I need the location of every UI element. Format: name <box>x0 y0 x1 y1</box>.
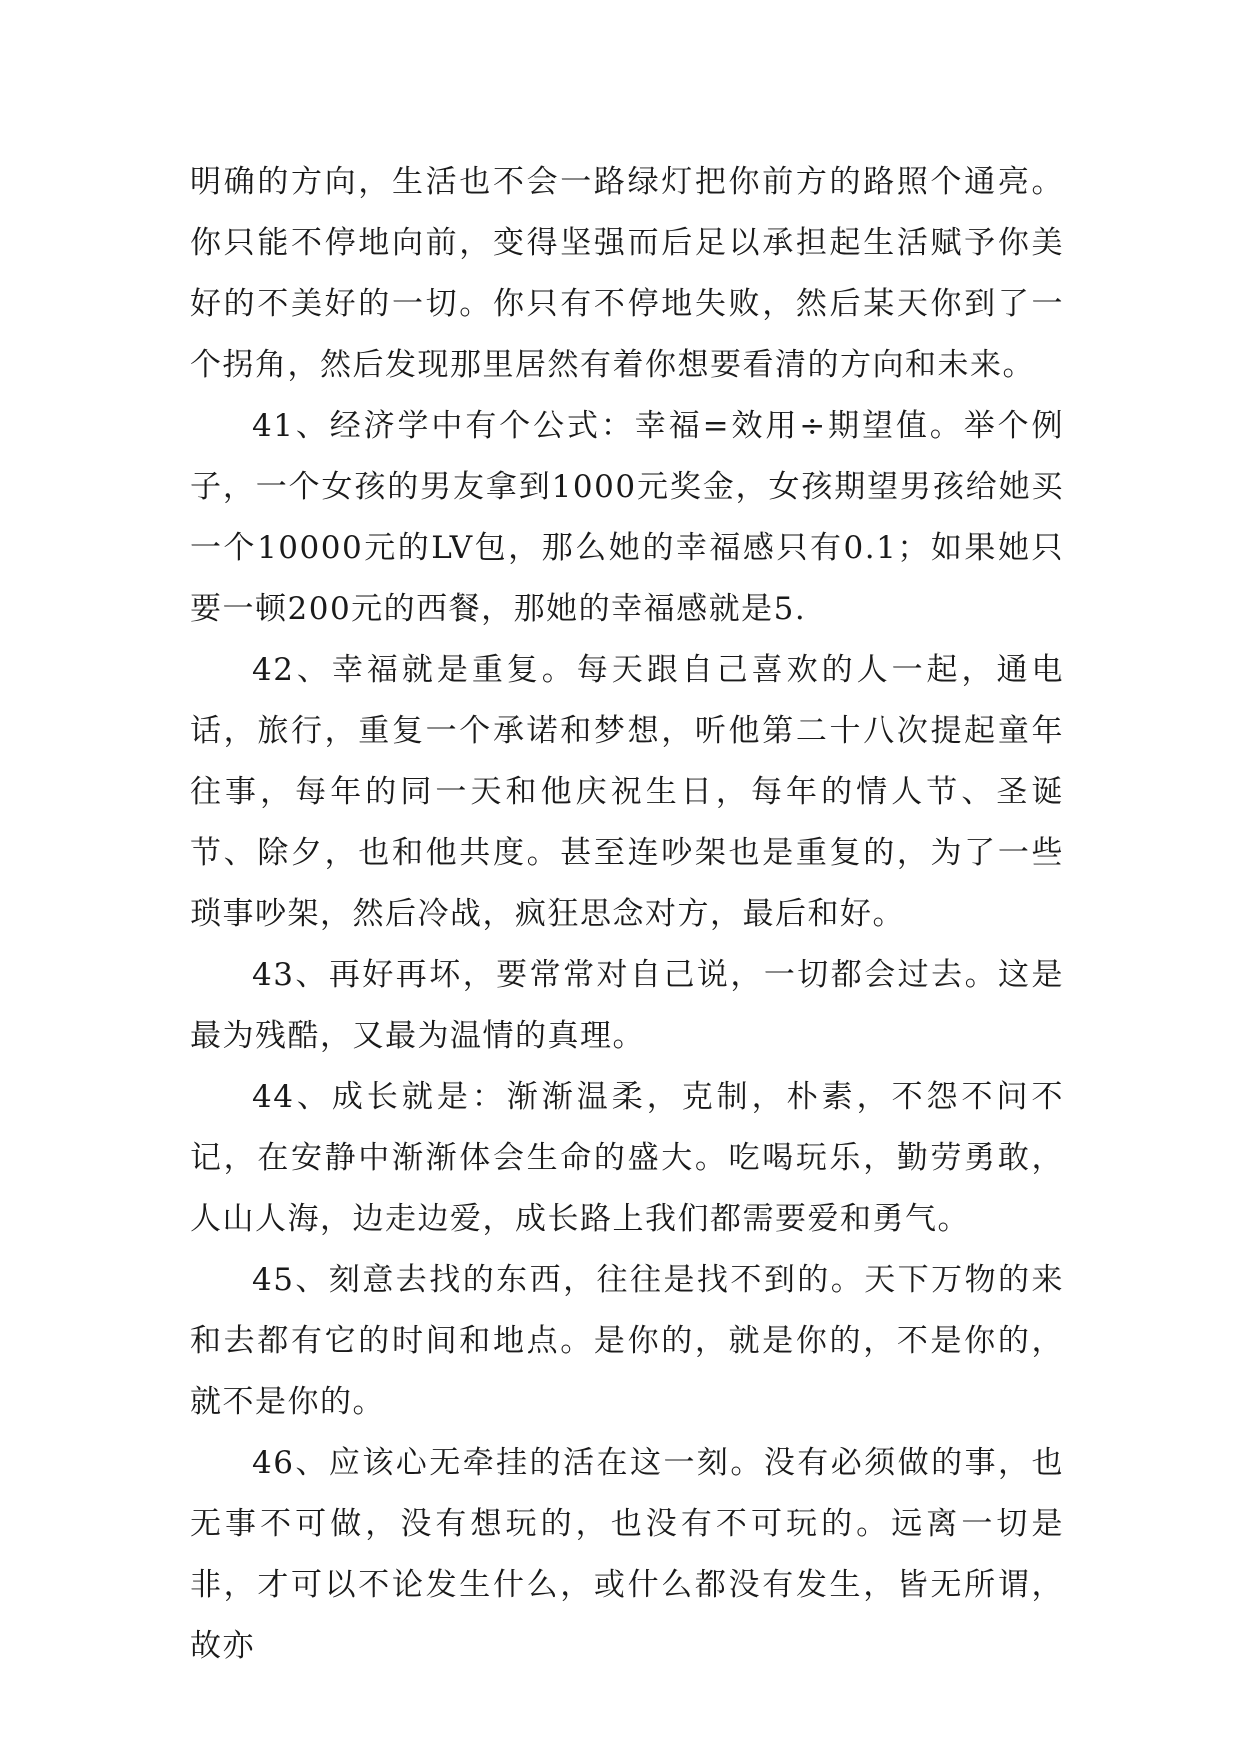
document-body <box>190 152 1064 1677</box>
paragraph-continuation: 明确的方向，生活也不会一路绿灯把你前方的路照个通亮。你只能不停地向前，变得坚强而后足以承担起生活赋予你美好的不美好的一切。你只有不停地失败，然后某天你到了一个拐角，然后发现那里居然有着你想要看清的方向和未来。 <box>190 164 1064 383</box>
paragraph-item-43: 43、再好再坏，要常常对自己说，一切都会过去。这是最为残酷，又最为温情的真理。 <box>190 957 1064 1054</box>
paragraph-item-42: 42、幸福就是重复。每天跟自己喜欢的人一起，通电话，旅行，重复一个承诺和梦想，听他第二十八次提起童年往事，每年的同一天和他庆祝生日，每年的情人节、圣诞节、除夕，也和他共度。甚至连吵架也是重复的，为了一些琐事吵架，然后冷战，疯狂思念对方，最后和好。 <box>190 652 1064 932</box>
paragraph-item-45: 45、刻意去找的东西，往往是找不到的。天下万物的来和去都有它的时间和地点。是你的，就是你的，不是你的，就不是你的。 <box>190 1262 1064 1420</box>
paragraph-item-46: 46、应该心无牵挂的活在这一刻。没有必须做的事，也无事不可做，没有想玩的，也没有不可玩的。远离一切是非，才可以不论发生什么，或什么都没有发生，皆无所谓，故亦 <box>190 1445 1064 1664</box>
paragraph-item-41: 41、经济学中有个公式：幸福=效用÷期望值。举个例子，一个女孩的男友拿到1000元奖金，女孩期望男孩给她买一个10000元的LV包，那么她的幸福感只有0.1；如果她只要一顿200元的西餐，那她的幸福感就是5. <box>190 408 1064 627</box>
paragraph-item-44: 44、成长就是：渐渐温柔，克制，朴素，不怨不问不记，在安静中渐渐体会生命的盛大。吃喝玩乐，勤劳勇敢，人山人海，边走边爱，成长路上我们都需要爱和勇气。 <box>190 1079 1064 1237</box>
